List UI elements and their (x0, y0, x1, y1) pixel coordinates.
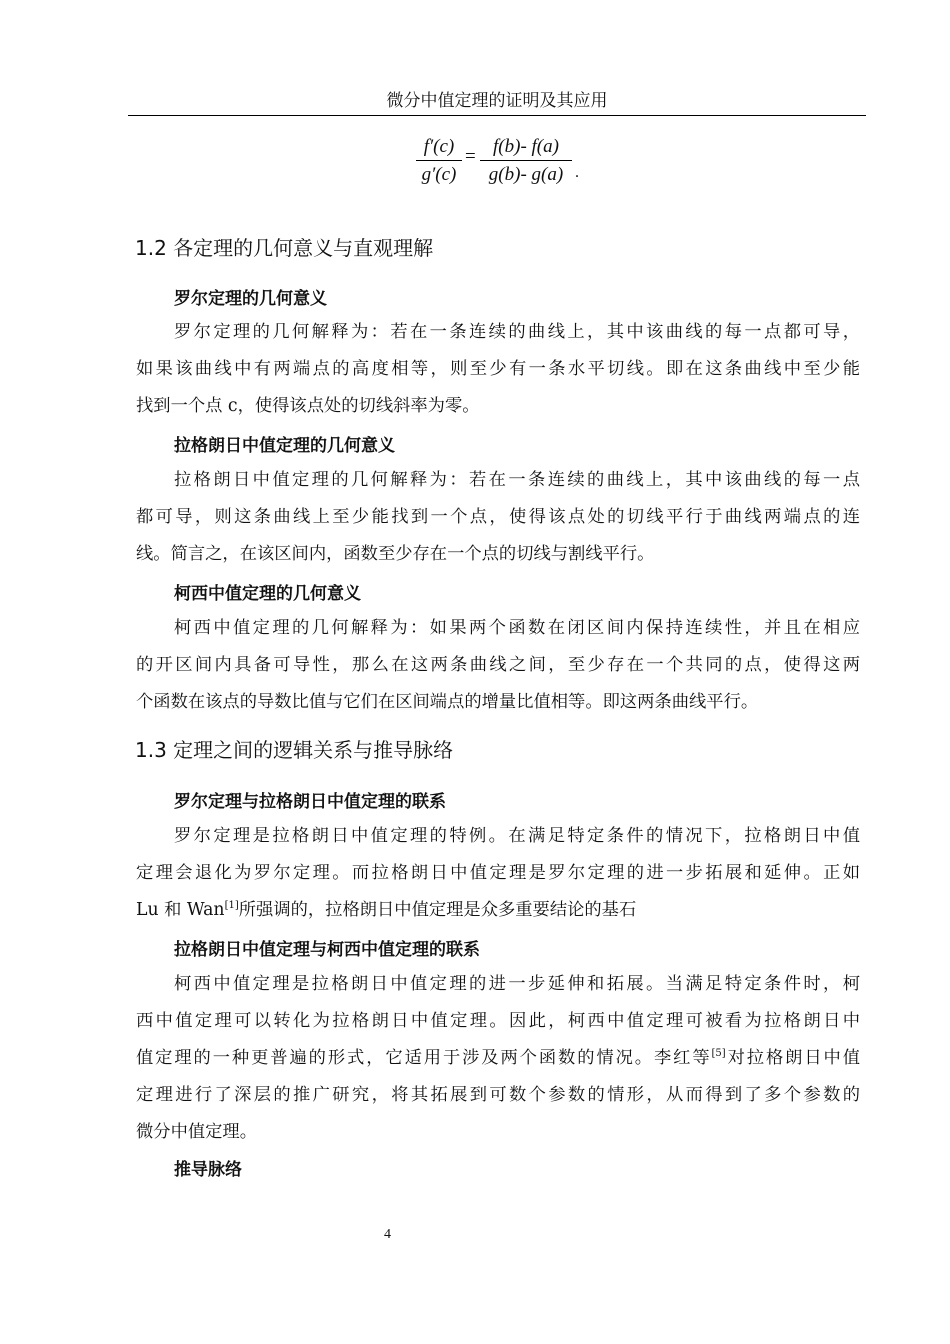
section-heading-1-2: 1.2 各定理的几何意义与直观理解 (135, 236, 434, 260)
header-rule (128, 115, 866, 116)
paragraph-line: 个函数在该点的导数比值与它们在区间端点的增量比值相等。即这两条曲线平行。 (136, 692, 759, 712)
paragraph-line: 都可导，则这条曲线上至少能找到一个点，使得该点处的切线平行于曲线两端点的连 (136, 507, 860, 527)
formula-rhs-denominator: g(b)- g(a) (480, 160, 572, 188)
paragraph-line: 罗尔定理的几何解释为：若在一条连续的曲线上，其中该曲线的每一点都可导， (174, 322, 860, 342)
section-heading-1-3: 1.3 定理之间的逻辑关系与推导脉络 (135, 738, 454, 762)
formula-rhs-fraction (480, 134, 572, 188)
subheading-lagrange-geometry: 拉格朗日中值定理的几何意义 (174, 436, 395, 456)
paragraph-line: 罗尔定理是拉格朗日中值定理的特例。在满足特定条件的情况下，拉格朗日中值 (174, 826, 860, 846)
citation-ref-5[interactable]: [5] (711, 1048, 726, 1059)
paragraph-line: 柯西中值定理是拉格朗日中值定理的进一步延伸和拓展。当满足特定条件时，柯 (174, 974, 860, 994)
formula-lhs-denominator: g′(c) (416, 160, 462, 188)
subheading-cauchy-geometry: 柯西中值定理的几何意义 (174, 584, 361, 604)
formula-rhs-numerator: f(b)- f(a) (493, 136, 559, 157)
page-number: 4 (384, 1227, 391, 1242)
subheading-rolle-lagrange-link: 罗尔定理与拉格朗日中值定理的联系 (174, 792, 446, 812)
cauchy-formula (414, 134, 594, 194)
paragraph-rolle-geometry (136, 314, 860, 425)
paragraph-line: 西中值定理可以转化为拉格朗日中值定理。因此，柯西中值定理可被看为拉格朗日中 (136, 1011, 860, 1031)
paragraph-line: 找到一个点 c，使得该点处的切线斜率为零。 (136, 396, 480, 416)
citation-trailing-text: 对拉格朗日中值 (725, 1048, 860, 1068)
citation-authors: Lu 和 Wan (136, 900, 225, 920)
formula-period: . (575, 164, 579, 181)
subheading-lagrange-cauchy-link: 拉格朗日中值定理与柯西中值定理的联系 (174, 940, 480, 960)
paragraph-line: 拉格朗日中值定理的几何解释为：若在一条连续的曲线上，其中该曲线的每一点 (174, 470, 860, 490)
running-header: 微分中值定理的证明及其应用 (386, 91, 608, 111)
citation-lead-text: 值定理的一种更普遍的形式，它适用于涉及两个函数的情况。李红等 (136, 1048, 712, 1068)
paragraph-line: 的开区间内具备可导性，那么在这两条曲线之间，至少存在一个共同的点，使得这两 (136, 655, 860, 675)
formula-equals: = (465, 146, 476, 167)
formula-lhs-numerator: f′(c) (423, 136, 455, 157)
paragraph-line: 柯西中值定理的几何解释为：如果两个函数在闭区间内保持连续性，并且在相应 (174, 618, 860, 638)
subheading-rolle-geometry: 罗尔定理的几何意义 (174, 289, 327, 309)
citation-trailing-text: 所强调的，拉格朗日中值定理是众多重要结论的基石 (238, 900, 637, 920)
paragraph-line: 微分中值定理。 (136, 1122, 257, 1142)
paragraph-line-with-citation (136, 892, 860, 929)
paragraph-lagrange-cauchy-link (136, 966, 860, 1151)
paragraph-line-with-citation (136, 1040, 860, 1077)
subheading-derivation: 推导脉络 (174, 1160, 242, 1180)
paragraph-cauchy-geometry (136, 610, 860, 721)
paragraph-line: 如果该曲线中有两端点的高度相等，则至少有一条水平切线。即在这条曲线中至少能 (136, 359, 860, 379)
formula-lhs-fraction (416, 134, 462, 188)
paragraph-line: 定理进行了深层的推广研究，将其拓展到可数个参数的情形，从而得到了多个参数的 (136, 1085, 860, 1105)
paragraph-line: 线。简言之，在该区间内，函数至少存在一个点的切线与割线平行。 (136, 544, 655, 564)
paragraph-rolle-lagrange-link (136, 818, 860, 929)
paragraph-line: 定理会退化为罗尔定理。而拉格朗日中值定理是罗尔定理的进一步拓展和延伸。正如 (136, 863, 860, 883)
paragraph-lagrange-geometry (136, 462, 860, 573)
citation-ref-1[interactable]: [1] (224, 900, 239, 911)
